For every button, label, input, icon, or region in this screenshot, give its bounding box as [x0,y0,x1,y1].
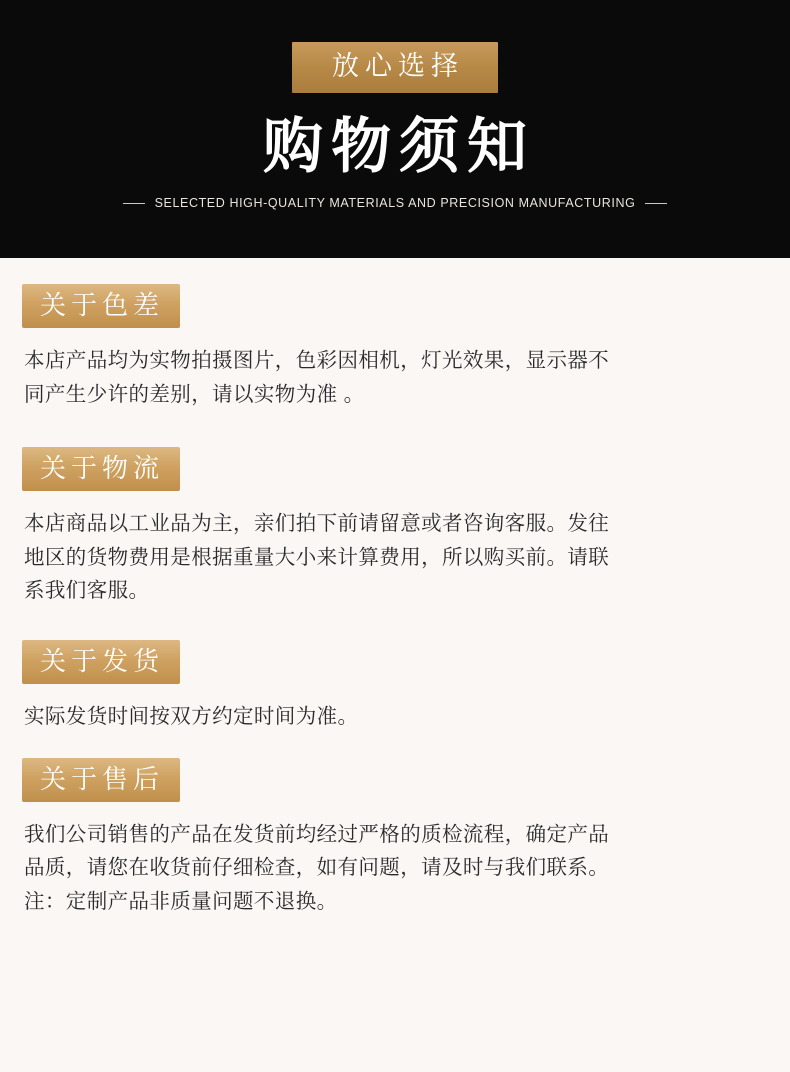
section-body-line: 注：定制产品非质量问题不退换。 [24,889,338,913]
header-badge: 放心选择 [292,42,498,93]
section-body-line: 品质，请您在收货前仔细检查，如有问题，请及时与我们联系。 [24,856,610,880]
section-tag: 关于色差 [22,284,180,328]
section-body-line: 同产生少许的差别，请以实物为准 。 [24,382,365,406]
section-after-sales [22,758,768,919]
section-body [24,700,766,734]
section-body-line: 地区的货物费用是根据重量大小来计算费用，所以购买前。请联 [24,545,610,569]
section-tag: 关于发货 [22,640,180,684]
spacer [22,417,768,447]
section-color-difference [22,284,768,411]
header-subtitle: SELECTED HIGH-QUALITY MATERIALS AND PRECISION MANUFACTURING [154,196,636,210]
section-tag: 关于物流 [22,447,180,491]
section-shipping [22,640,768,734]
section-tag: 关于售后 [22,758,180,802]
bottom-spacer [22,924,768,964]
left-dash-divider [123,203,145,204]
section-body [24,818,766,919]
header-subtitle-row [123,196,668,210]
section-logistics [22,447,768,608]
spacer [22,614,768,640]
notice-content [0,258,790,964]
section-body-line: 实际发货时间按双方约定时间为准。 [24,705,359,729]
spacer [22,740,768,758]
header-banner [0,0,790,258]
section-body [24,507,766,608]
page-title: 购物须知 [263,113,535,180]
section-body-line: 本店产品均为实物拍摄图片，色彩因相机，灯光效果，显示器不 [24,349,610,372]
section-body-line: 本店商品以工业品为主，亲们拍下前请留意或者咨询客服。发往 [24,512,610,536]
section-body-line: 我们公司销售的产品在发货前均经过严格的质检流程，确定产品 [24,822,610,846]
section-body [24,344,766,411]
right-dash-divider [645,203,667,204]
section-body-line: 系我们客服。 [24,579,150,603]
